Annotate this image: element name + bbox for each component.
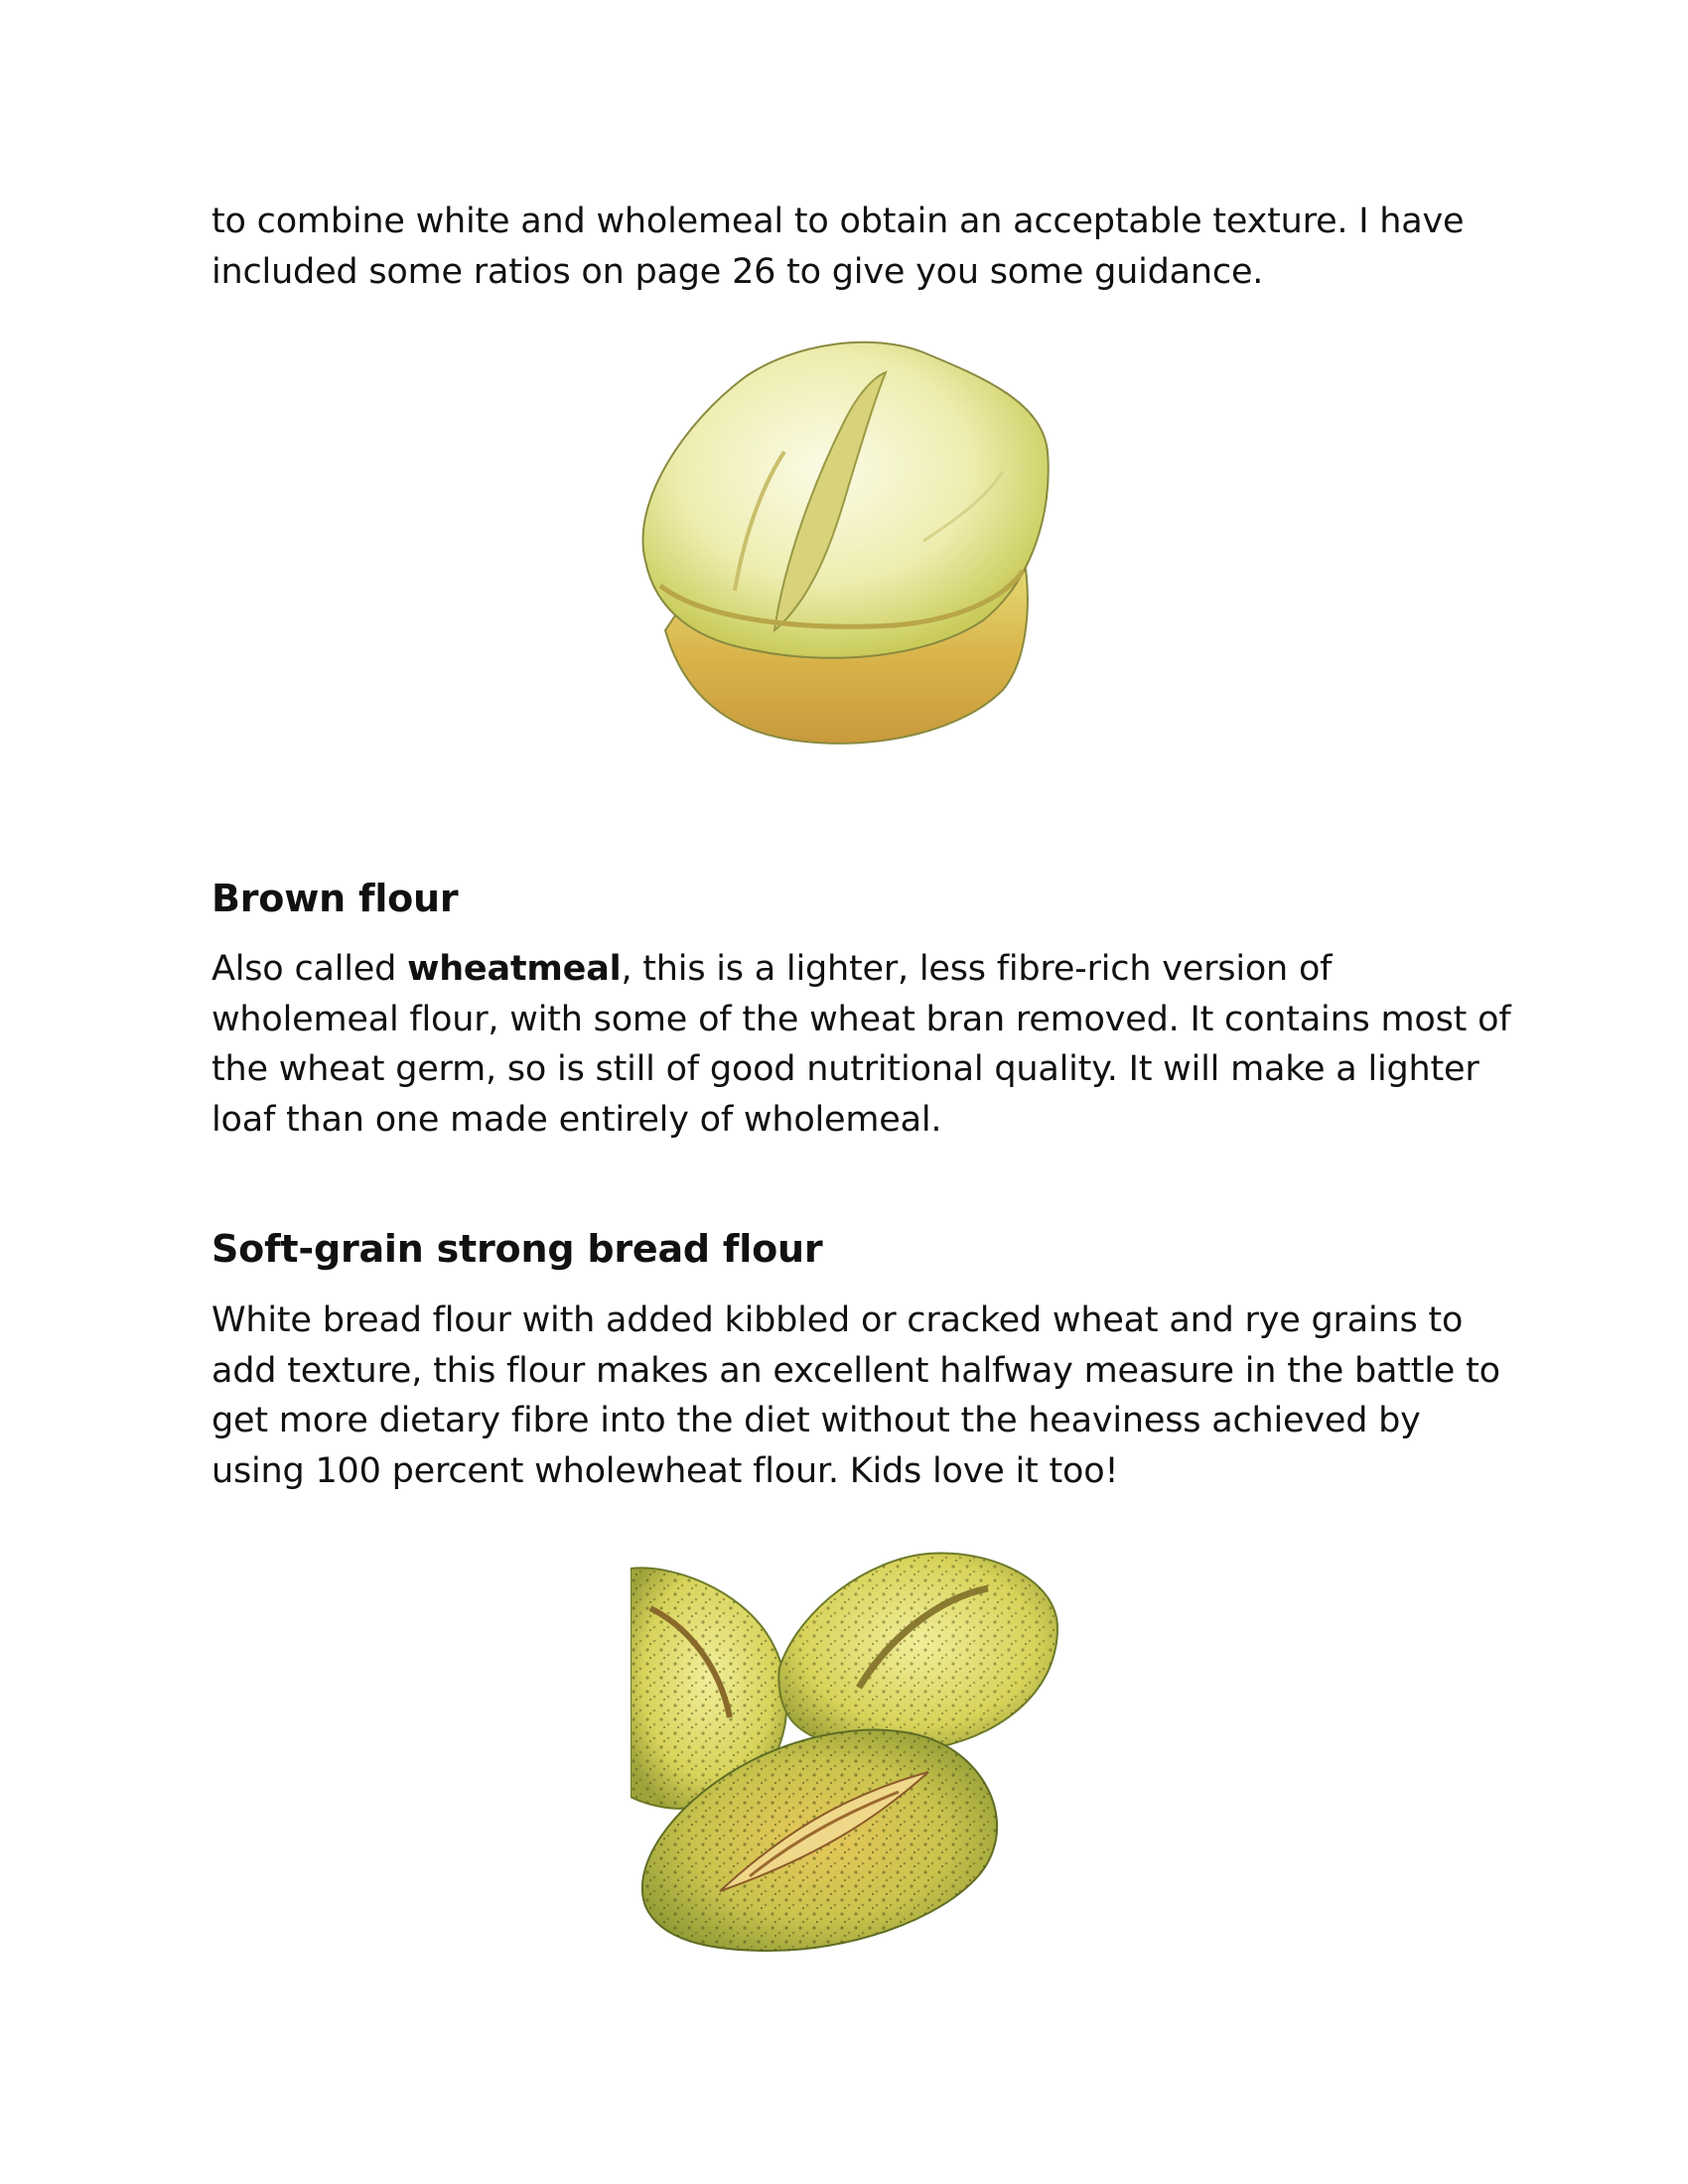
intro-line-2: included some ratios on page 26 to give you some guidance. (211, 251, 1264, 292)
soft-grain-line-1: White bread flour with added kibbled or cracked wheat and rye grains to (211, 1300, 1464, 1340)
brown-flour-line-3: the wheat germ, so is still of good nutritional quality. It will make a lighter (211, 1049, 1479, 1089)
intro-line-1: to combine white and wholemeal to obtain an acceptable texture. I have (211, 202, 1465, 241)
tin-loaf-illustration (626, 333, 1062, 754)
brown-flour-line-1 (211, 944, 1502, 995)
brown-flour-line-1-suffix: , this is a lighter, less fibre-rich version of (621, 949, 1333, 989)
brown-flour-line-4: loaf than one made entirely of wholemeal. (211, 1099, 942, 1140)
soft-grain-paragraph (211, 1296, 1502, 1496)
brown-flour-line-1-prefix: Also called (211, 949, 408, 989)
soft-grain-line-2: add texture, this flour makes an excellent halfway measure in the battle to (211, 1350, 1500, 1391)
soft-grain-line-4: using 100 percent wholewheat flour. Kids love it too! (211, 1450, 1119, 1491)
intro-paragraph (211, 197, 1502, 297)
brown-flour-heading: Brown flour (211, 877, 459, 920)
soft-grain-line-3: get more dietary fibre into the diet without the heaviness achieved by (211, 1401, 1421, 1440)
brown-flour-paragraph (211, 944, 1511, 1145)
wheatmeal-term: wheatmeal (407, 949, 622, 989)
soft-grain-heading: Soft-grain strong bread flour (211, 1227, 823, 1271)
grain-rolls-illustration (631, 1549, 1062, 1956)
brown-flour-line-2: wholemeal flour, with some of the wheat bran removed. It contains most of (211, 999, 1511, 1039)
